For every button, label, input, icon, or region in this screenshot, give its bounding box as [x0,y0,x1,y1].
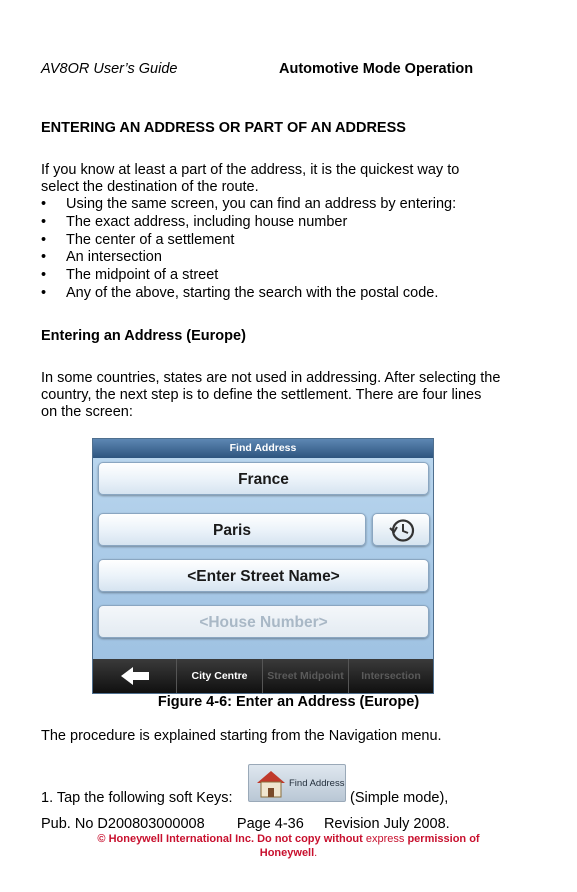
step-1-text: 1. Tap the following soft Keys: [41,790,233,806]
back-button[interactable] [93,659,177,693]
bullet-item: • The exact address, including house number [41,214,456,232]
street-field[interactable]: <Enter Street Name> [98,559,429,592]
procedure-text: The procedure is explained starting from the Navigation menu. [41,728,442,744]
back-arrow-icon [93,659,177,693]
figure-caption: Figure 4-6: Enter an Address (Europe) [157,694,420,710]
find-address-key-label: Find Address [289,778,345,789]
bullet-item: • The center of a settlement [41,232,456,250]
house-icon [251,765,291,803]
history-clock-icon [373,514,431,547]
copyright-part-2: express [365,833,405,845]
header-section-title: Automotive Mode Operation [279,61,474,77]
bullet-item: • Any of the above, starting the search with the postal code. [41,285,456,303]
bullet-list [41,196,456,303]
street-midpoint-button[interactable]: Street Midpoint [263,659,349,693]
copyright-notice [0,832,577,860]
screen-title: Find Address [93,439,433,458]
city-field[interactable]: Paris [98,513,366,546]
subsection-paragraph: In some countries, states are not used in addressing. After selecting the country, the next step is to define the settlement. There are four lines on the screen: [41,370,501,420]
copyright-part-3: permission of [404,833,480,845]
page-footer: Pub. No D200803000008 Page 4-36 Revision July 2008. [41,816,450,832]
header-guide-title: AV8OR User’s Guide [41,61,178,77]
bottom-toolbar [93,659,433,693]
simple-mode-text: (Simple mode), [350,790,449,806]
city-centre-button[interactable]: City Centre [177,659,263,693]
country-field[interactable]: France [98,462,429,495]
find-address-soft-key [248,764,346,802]
bullet-item: • An intersection [41,249,456,267]
history-button[interactable] [372,513,430,546]
section-title: ENTERING AN ADDRESS OR PART OF AN ADDRESS [41,120,406,136]
copyright-part-1: © Honeywell International Inc. Do not copy without [97,833,366,845]
copyright-line-2: Honeywell [259,847,315,859]
copyright-line-2-end: . [314,847,318,859]
bullet-item: • Using the same screen, you can find an address by entering: [41,196,456,214]
find-address-screenshot [92,438,434,694]
bullet-item: • The midpoint of a street [41,267,456,285]
intersection-button[interactable]: Intersection [361,670,421,682]
house-number-field[interactable]: <House Number> [98,605,429,638]
subsection-title: Entering an Address (Europe) [41,328,246,344]
intro-paragraph: If you know at least a part of the address, it is the quickest way to select the destination of the route. [41,162,460,195]
